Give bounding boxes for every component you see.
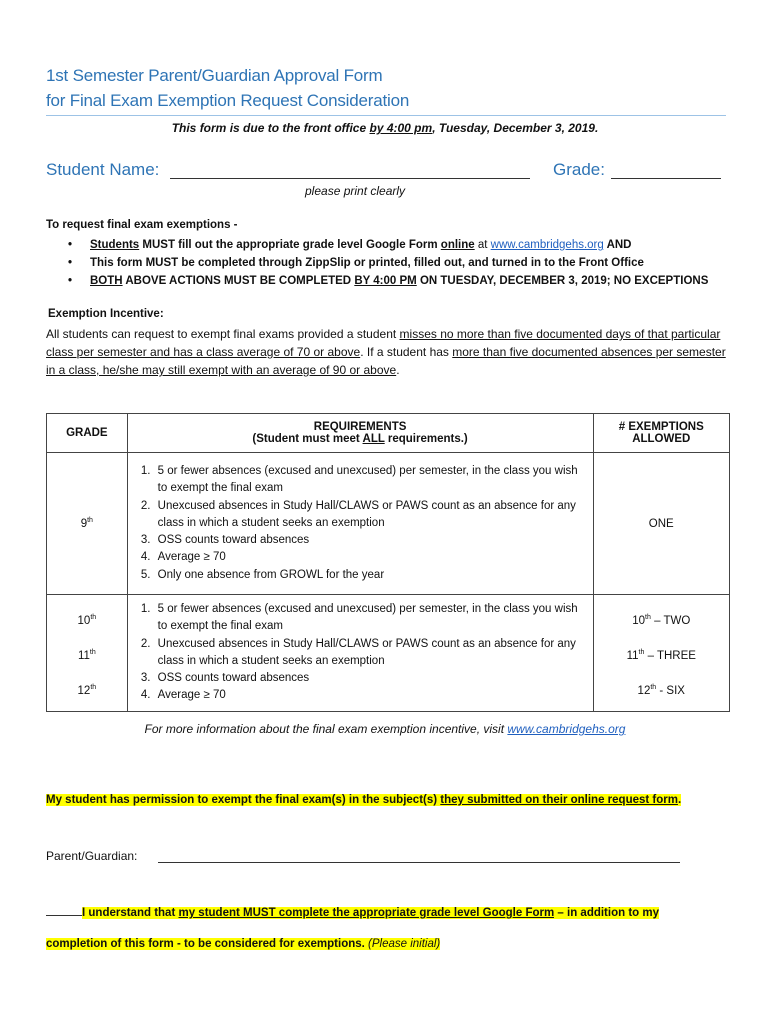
form-title-line-1: 1st Semester Parent/Guardian Approval Form [46,66,383,85]
incentive-paragraph: All students can request to exempt final exams provided a student misses no more than five documented days of that particular class per semester and has a class average of 70 or above. If a student has more than five documented absences per semester in a class, he/she may still exempt with an average of 90 or above. [46,327,726,377]
header-exemptions: # EXEMPTIONS ALLOWED [593,414,729,453]
understand-statement-line-2: completion of this form - to be considered for exemptions. (Please initial) [46,938,441,950]
header-requirements: REQUIREMENTS (Student must meet ALL requirements.) [127,414,593,453]
exemptions-cell: ONE [593,453,729,595]
more-info-note: For more information about the final exam exemption incentive, visit www.cambridgehs.org [144,722,626,736]
student-name-field[interactable] [170,178,530,179]
requirements-cell [127,595,593,712]
more-info-link[interactable]: www.cambridgehs.org [507,722,626,736]
instruction-item-deadline: • BOTH ABOVE ACTIONS MUST BE COMPLETED BY 4:00 PM ON TUESDAY, DECEMBER 3, 2019; NO EXCEPTIONS [68,272,708,290]
due-date-notice: This form is due to the front office by 4:00 pm, Tuesday, December 3, 2019. [171,121,599,135]
list-item: 2. Unexcused absences in Study Hall/CLAWS or PAWS count as an absence for any class in which a student seeks an exemption [154,636,589,671]
parent-guardian-label: Parent/Guardian: [46,849,138,863]
cambridgehs-link[interactable]: www.cambridgehs.org [490,239,604,251]
instructions-intro: To request final exam exemptions - [46,219,238,231]
list-item: 1. 5 or fewer absences (excused and unexcused) per semester, in the class you wish to exempt the final exam [154,463,589,498]
form-title-line-2: for Final Exam Exemption Request Consideration [46,91,410,110]
student-name-label: Student Name: [46,160,160,179]
exemptions-cell: 10th – TWO 11th – THREE 12th - SIX [593,595,729,712]
grade-field[interactable] [611,178,721,179]
list-item: 3. OSS counts toward absences [154,670,589,687]
grade-label: Grade: [553,160,605,179]
due-deadline: by 4:00 pm [369,121,433,135]
instructions-list [68,236,708,290]
list-item: 4. Average ≥ 70 [154,687,589,704]
requirements-list [128,595,593,711]
list-item: 3. OSS counts toward absences [154,532,589,549]
grade-cell-10-12: 10th 11th 12th [47,595,128,712]
initial-field[interactable] [46,904,82,916]
list-item: 5. Only one absence from GROWL for the year [154,567,589,584]
list-item: 4. Average ≥ 70 [154,549,589,566]
understand-statement-line-1: I understand that my student MUST complete the appropriate grade level Google Form – in addition to my [46,904,659,919]
incentive-heading: Exemption Incentive: [48,308,164,320]
instruction-item-google-form: • Students MUST fill out the appropriate grade level Google Form online at www.cambridgehs.org AND [68,236,708,254]
requirements-list [128,457,593,590]
table-row [47,453,730,595]
permission-statement: My student has permission to exempt the final exam(s) in the subject(s) they submitted on their online request form. [46,794,682,806]
instruction-item-zippslip: • This form MUST be completed through ZippSlip or printed, filled out, and turned in to the Front Office [68,254,708,272]
print-clearly-note: please print clearly [305,184,406,198]
table-row [47,595,730,712]
list-item: 1. 5 or fewer absences (excused and unexcused) per semester, in the class you wish to exempt the final exam [154,601,589,636]
grade-cell-9: 9th [47,453,128,595]
parent-guardian-signature-field[interactable] [158,862,680,863]
requirements-table [46,413,730,712]
list-item: 2. Unexcused absences in Study Hall/CLAWS or PAWS count as an absence for any class in which a student seeks an exemption [154,498,589,533]
requirements-cell [127,453,593,595]
title-divider [46,115,726,116]
table-header-row [47,414,730,453]
header-grade: GRADE [47,414,128,453]
